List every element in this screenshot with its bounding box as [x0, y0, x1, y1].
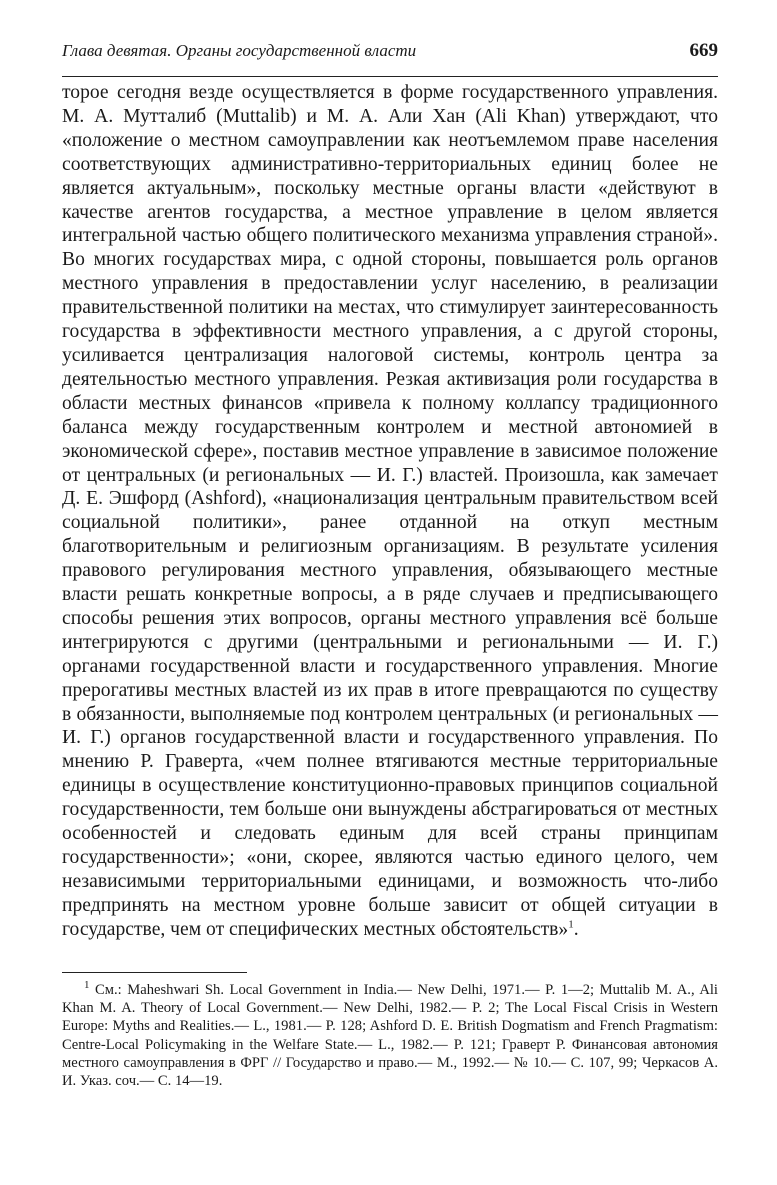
footnote-text: См.: Maheshwari Sh. Local Government in India.— New Delhi, 1971.— P. 1—2; Muttalib M. A., Ali Khan M. A. Theory of Local Government.— New Delhi, 1982.— P. 2; The Local Fiscal Crisis in Western Europe: Myths and Realities.— L., 1981.— P. 128; Ashford D. E. British Dogmatism and French Pragmatism: Centre-Local Policymaking in the Welfare State.— L., 1982.— P. 121; Граверт Р. Финансовая автономия местного самоуправления в ФРГ // Государство и право.— М., 1992.— № 10.— С. 107, 99; Черкасов А. И. Указ. соч.— С. 14—19. — [62, 981, 718, 1090]
book-page — [62, 40, 718, 1090]
footnote-mark: 1 — [84, 978, 90, 991]
footnote-rule — [62, 972, 247, 973]
body-text — [62, 81, 718, 942]
footnote — [62, 978, 718, 1091]
footnote-reference: 1 — [568, 918, 574, 931]
body-paragraph-text: торое сегодня везде осуществляется в форме государственного управления. М. А. Мутталиб (Muttalib) и М. А. Али Хан (Ali Khan) утверждают, что «положение о местном самоуправлении как неотъемлемом праве населения соответствующих административно-территориальных единиц более не является актуальным», поскольку местные органы власти «действуют в качестве агентов государства, а местное управление в целом является интегральной частью общего политического механизма управления страной». Во многих государствах мира, с одной стороны, повышается роль органов местного управления в предоставлении услуг населению, в реализации правительственной политики на местах, что стимулирует заинтересованность государства в эффективности местного управления, а с другой стороны, усиливается централизация налоговой системы, контроль центра за деятельностью местного управления. Резкая активизация роли государства в области местных финансов «привела к полному коллапсу традиционного баланса между государственным контролем и местной автономией в экономической сфере», поставив местное управление в зависимое положение от центральных (и региональных — И. Г.) властей. Произошла, как замечает Д. Е. Эшфорд (Ashford), «национализация центральным правительством всей социальной политики», ранее отданной на откуп местным благотворительным и религиозным организациям. В результате усиления правового регулирования местного управления, обязывающего местные власти решать конкретные вопросы, а в ряде случаев и предписывающего способы решения этих вопросов, органы местного управления всё больше интегрируются с другими (центральными и региональными — И. Г.) органами государственной власти и государственного управления. Многие прерогативы местных властей из их прав в итоге превращаются по существу в обязанности, выполняемые под контролем центральных (и региональных — И. Г.) органов государственной власти и государственного управления. По мнению Р. Граверта, «чем полнее втягиваются местные территориальные единицы в осуществление конституционно-правовых принципов социальной государственности, тем больше они вынуждены абстрагироваться от местных особенностей и следовать единым для всей страны принципам государственности»; «они, скорее, являются частью единого целого, чем независимыми территориальными единицами, и возможность что-либо предпринять на местном уровне больше зависит от общей ситуации в государстве, чем от специфических местных обстоятельств» — [62, 82, 718, 940]
page-number: 669 — [689, 40, 718, 61]
running-head — [62, 40, 718, 74]
running-title: Глава девятая. Органы государственной власти — [62, 41, 417, 60]
body-paragraph: торое сегодня везде осуществляется в форме государственного управления. М. А. Мутталиб (Muttalib) и М. А. Али Хан (Ali Khan) утверждают, что «положение о местном самоуправлении как неотъемлемом праве населения соответствующих административно-территориальных единиц более не является актуальным», поскольку местные органы власти «действуют в качестве агентов государства, а местное управление в целом является интегральной частью общего политического механизма управления страной». Во многих государствах мира, с одной стороны, повышается роль органов местного управления в предоставлении услуг населению, в реализации правительственной политики на местах, что стимулирует заинтересованность государства в эффективности местного управления, а с другой стороны, усиливается централизация налоговой системы, контроль центра за деятельностью местного управления. Резкая активизация роли государства в области местных финансов «привела к полному коллапсу традиционного баланса между государственным контролем и местной автономией в экономической сфере», поставив местное управление в зависимое положение от центральных (и региональных — И. Г.) властей. Произошла, как замечает Д. Е. Эшфорд (Ashford), «национализация центральным правительством всей социальной политики», ранее отданной на откуп местным благотворительным и религиозным организациям. В результате усиления правового регулирования местного управления, обязывающего местные власти решать конкретные вопросы, а в ряде случаев и предписывающего способы решения этих вопросов, органы местного управления всё больше интегрируются с другими (центральными и региональными — И. Г.) органами государственной власти и государственного управления. Многие прерогативы местных властей из их прав в итоге превращаются по существу в обязанности, выполняемые под контролем центральных (и региональных — И. Г.) органов государственной власти и государственного управления. По мнению Р. Граверта, «чем полнее втягиваются местные территориальные единицы в осуществление конституционно-правовых принципов социальной государственности, тем больше они вынуждены абстрагироваться от местных особенностей и следовать единым для всей страны принципам государственности»; «они, скорее, являются частью единого целого, чем независимыми территориальными единицами, и возможность что-либо предпринять на местном уровне больше зависит от общей ситуации в государстве, чем от специфических местных обстоятельств»$^1$. — [62, 82, 718, 940]
header-rule — [62, 76, 718, 77]
